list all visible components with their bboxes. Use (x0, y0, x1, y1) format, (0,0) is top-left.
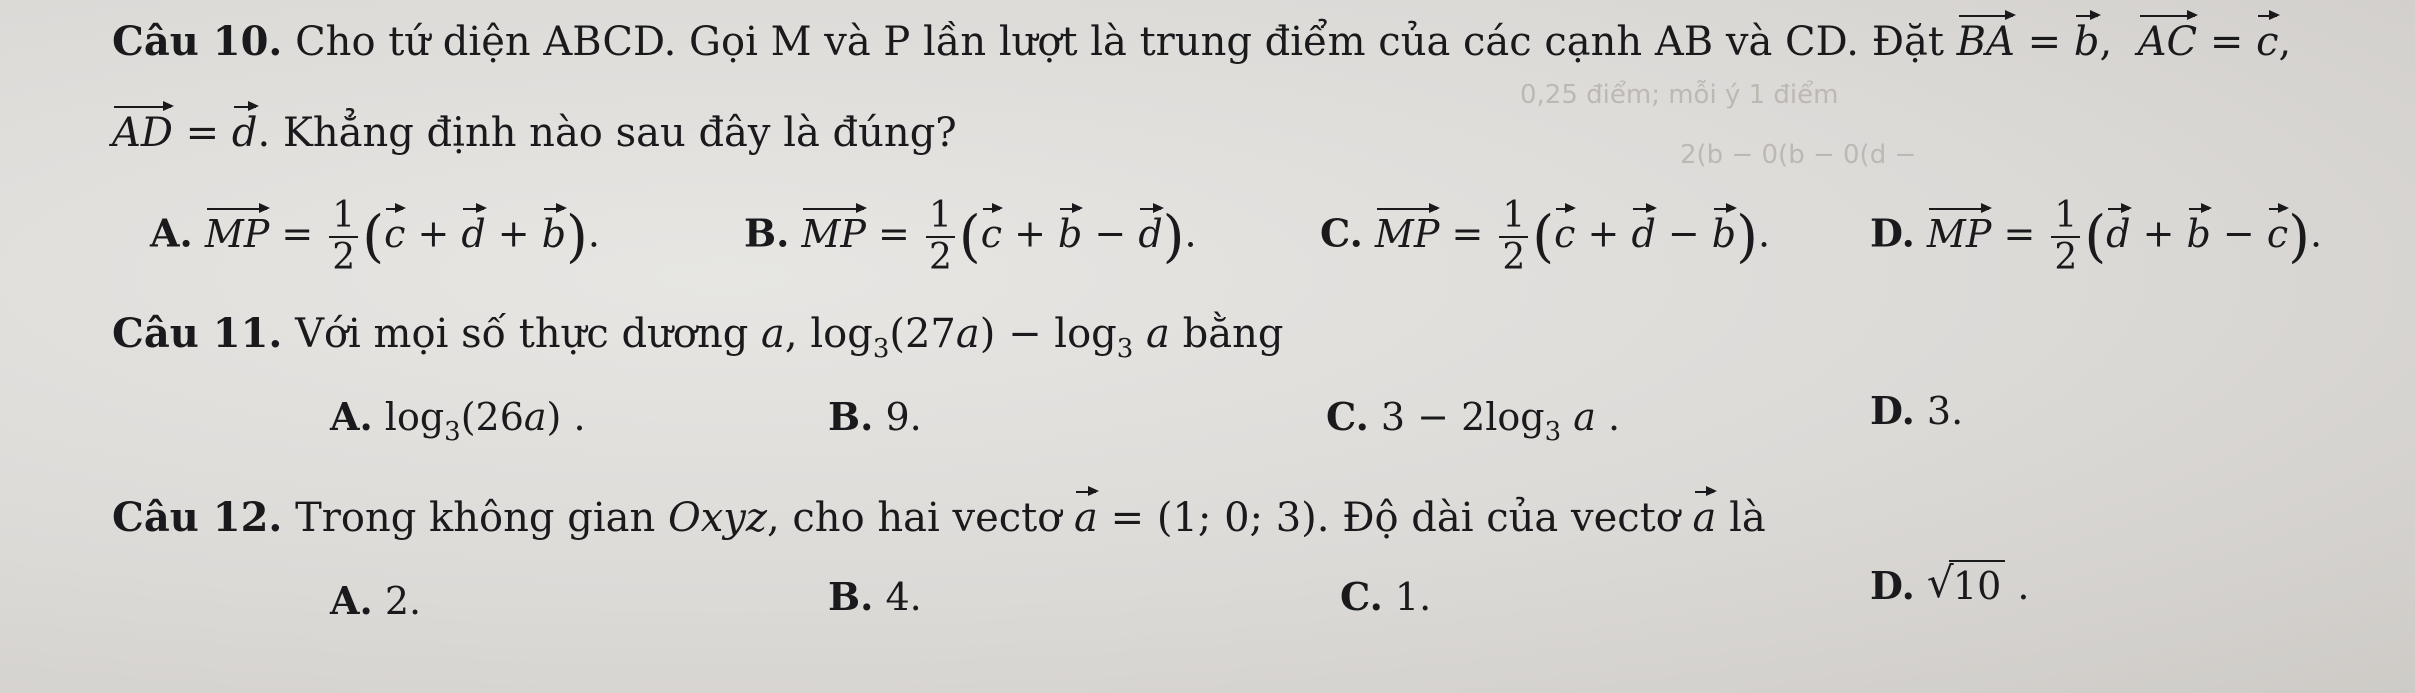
question-11-expression: a, $\log_3(27a) - \log_3 a$ (761, 311, 1170, 364)
square-root (1927, 560, 2005, 608)
q12-option-c[interactable] (1340, 574, 1431, 619)
vector-ad-definition: AD = d. (112, 110, 271, 156)
q12-option-d[interactable]: D. √ 10 . (1870, 560, 2029, 608)
option-value: 4. (885, 575, 922, 619)
radicand: 10 (1949, 560, 2005, 608)
q12-option-a[interactable] (330, 578, 421, 623)
question-10 (112, 18, 2291, 65)
question-12: Câu 12. Trong không gian Oxyz, cho hai vectơ a = (1; 0; 3). Độ dài của vectơ a là (112, 494, 1766, 541)
option-label: C. (1326, 394, 1369, 439)
q10-option-d[interactable]: D. MP = $\frac{1}{2}$ (d + b − c). (1870, 195, 2323, 278)
question-12-stem-end: . Độ dài của vectơ (1316, 495, 1680, 541)
coordinate-space: Oxyz (667, 495, 767, 541)
q11-option-c[interactable]: C. $3 - 2\log_3$ a . (1326, 394, 1621, 447)
question-10-stem-cont: Khẳng định nào sau đây là đúng? (282, 110, 957, 156)
option-label: B. (828, 394, 874, 439)
option-label: A. (330, 394, 373, 439)
q11-option-b[interactable] (828, 394, 922, 439)
question-12-stem-mid: , cho hai vectơ (766, 495, 1062, 541)
option-label: D. (1870, 388, 1915, 433)
question-12-number: Câu 12. (112, 494, 283, 541)
q10-option-b[interactable]: B. MP = $\frac{1}{2}$ (c + b − d). (744, 195, 1197, 278)
q12-option-b[interactable] (828, 574, 922, 619)
option-label: C. (1320, 210, 1363, 256)
option-value: 9. (885, 395, 922, 439)
bleed-through-text: 2(b − 0(b − 0(d − (1680, 140, 1917, 170)
vector-a-value: = (1; 0; 3) (1110, 495, 1317, 541)
option-value: 1. (1394, 575, 1432, 619)
option-label: D. (1870, 563, 1915, 608)
option-label: D. (1870, 210, 1915, 256)
option-label: A. (150, 210, 193, 256)
option-value: 3. (1926, 389, 1964, 433)
q11-option-a[interactable]: A. $\log_3(26a)$ . (330, 394, 586, 447)
option-value: 2. (384, 579, 422, 623)
question-12-stem-tail: là (1729, 495, 1766, 541)
vector-definitions: BA = b, AC = c, (1956, 19, 2292, 65)
q10-option-c[interactable]: C. MP = $\frac{1}{2}$ (c + d − b). (1320, 195, 1771, 278)
question-10-stem: Cho tứ diện ABCD. Gọi M và P lần lượt là trung điểm của các cạnh AB và CD. Đặt (295, 19, 1944, 65)
question-10-number: Câu 10. (112, 18, 283, 65)
option-label: A. (330, 578, 373, 623)
question-11-stem: Với mọi số thực dương (295, 311, 749, 357)
q11-option-d[interactable] (1870, 388, 1963, 433)
option-label: C. (1340, 574, 1383, 619)
question-12-stem: Trong không gian (295, 495, 656, 541)
bleed-through-text: 0,25 điểm; mỗi ý 1 điểm (1520, 80, 1839, 110)
option-label: B. (828, 574, 874, 619)
option-label: B. (744, 210, 790, 256)
question-11-stem-end: bằng (1182, 311, 1284, 357)
question-10-line2 (112, 110, 957, 156)
q10-option-a[interactable]: A. MP = $\frac{1}{2}$ (c + d + b). (150, 195, 600, 278)
question-11-number: Câu 11. (112, 310, 283, 357)
question-11 (112, 310, 1283, 364)
